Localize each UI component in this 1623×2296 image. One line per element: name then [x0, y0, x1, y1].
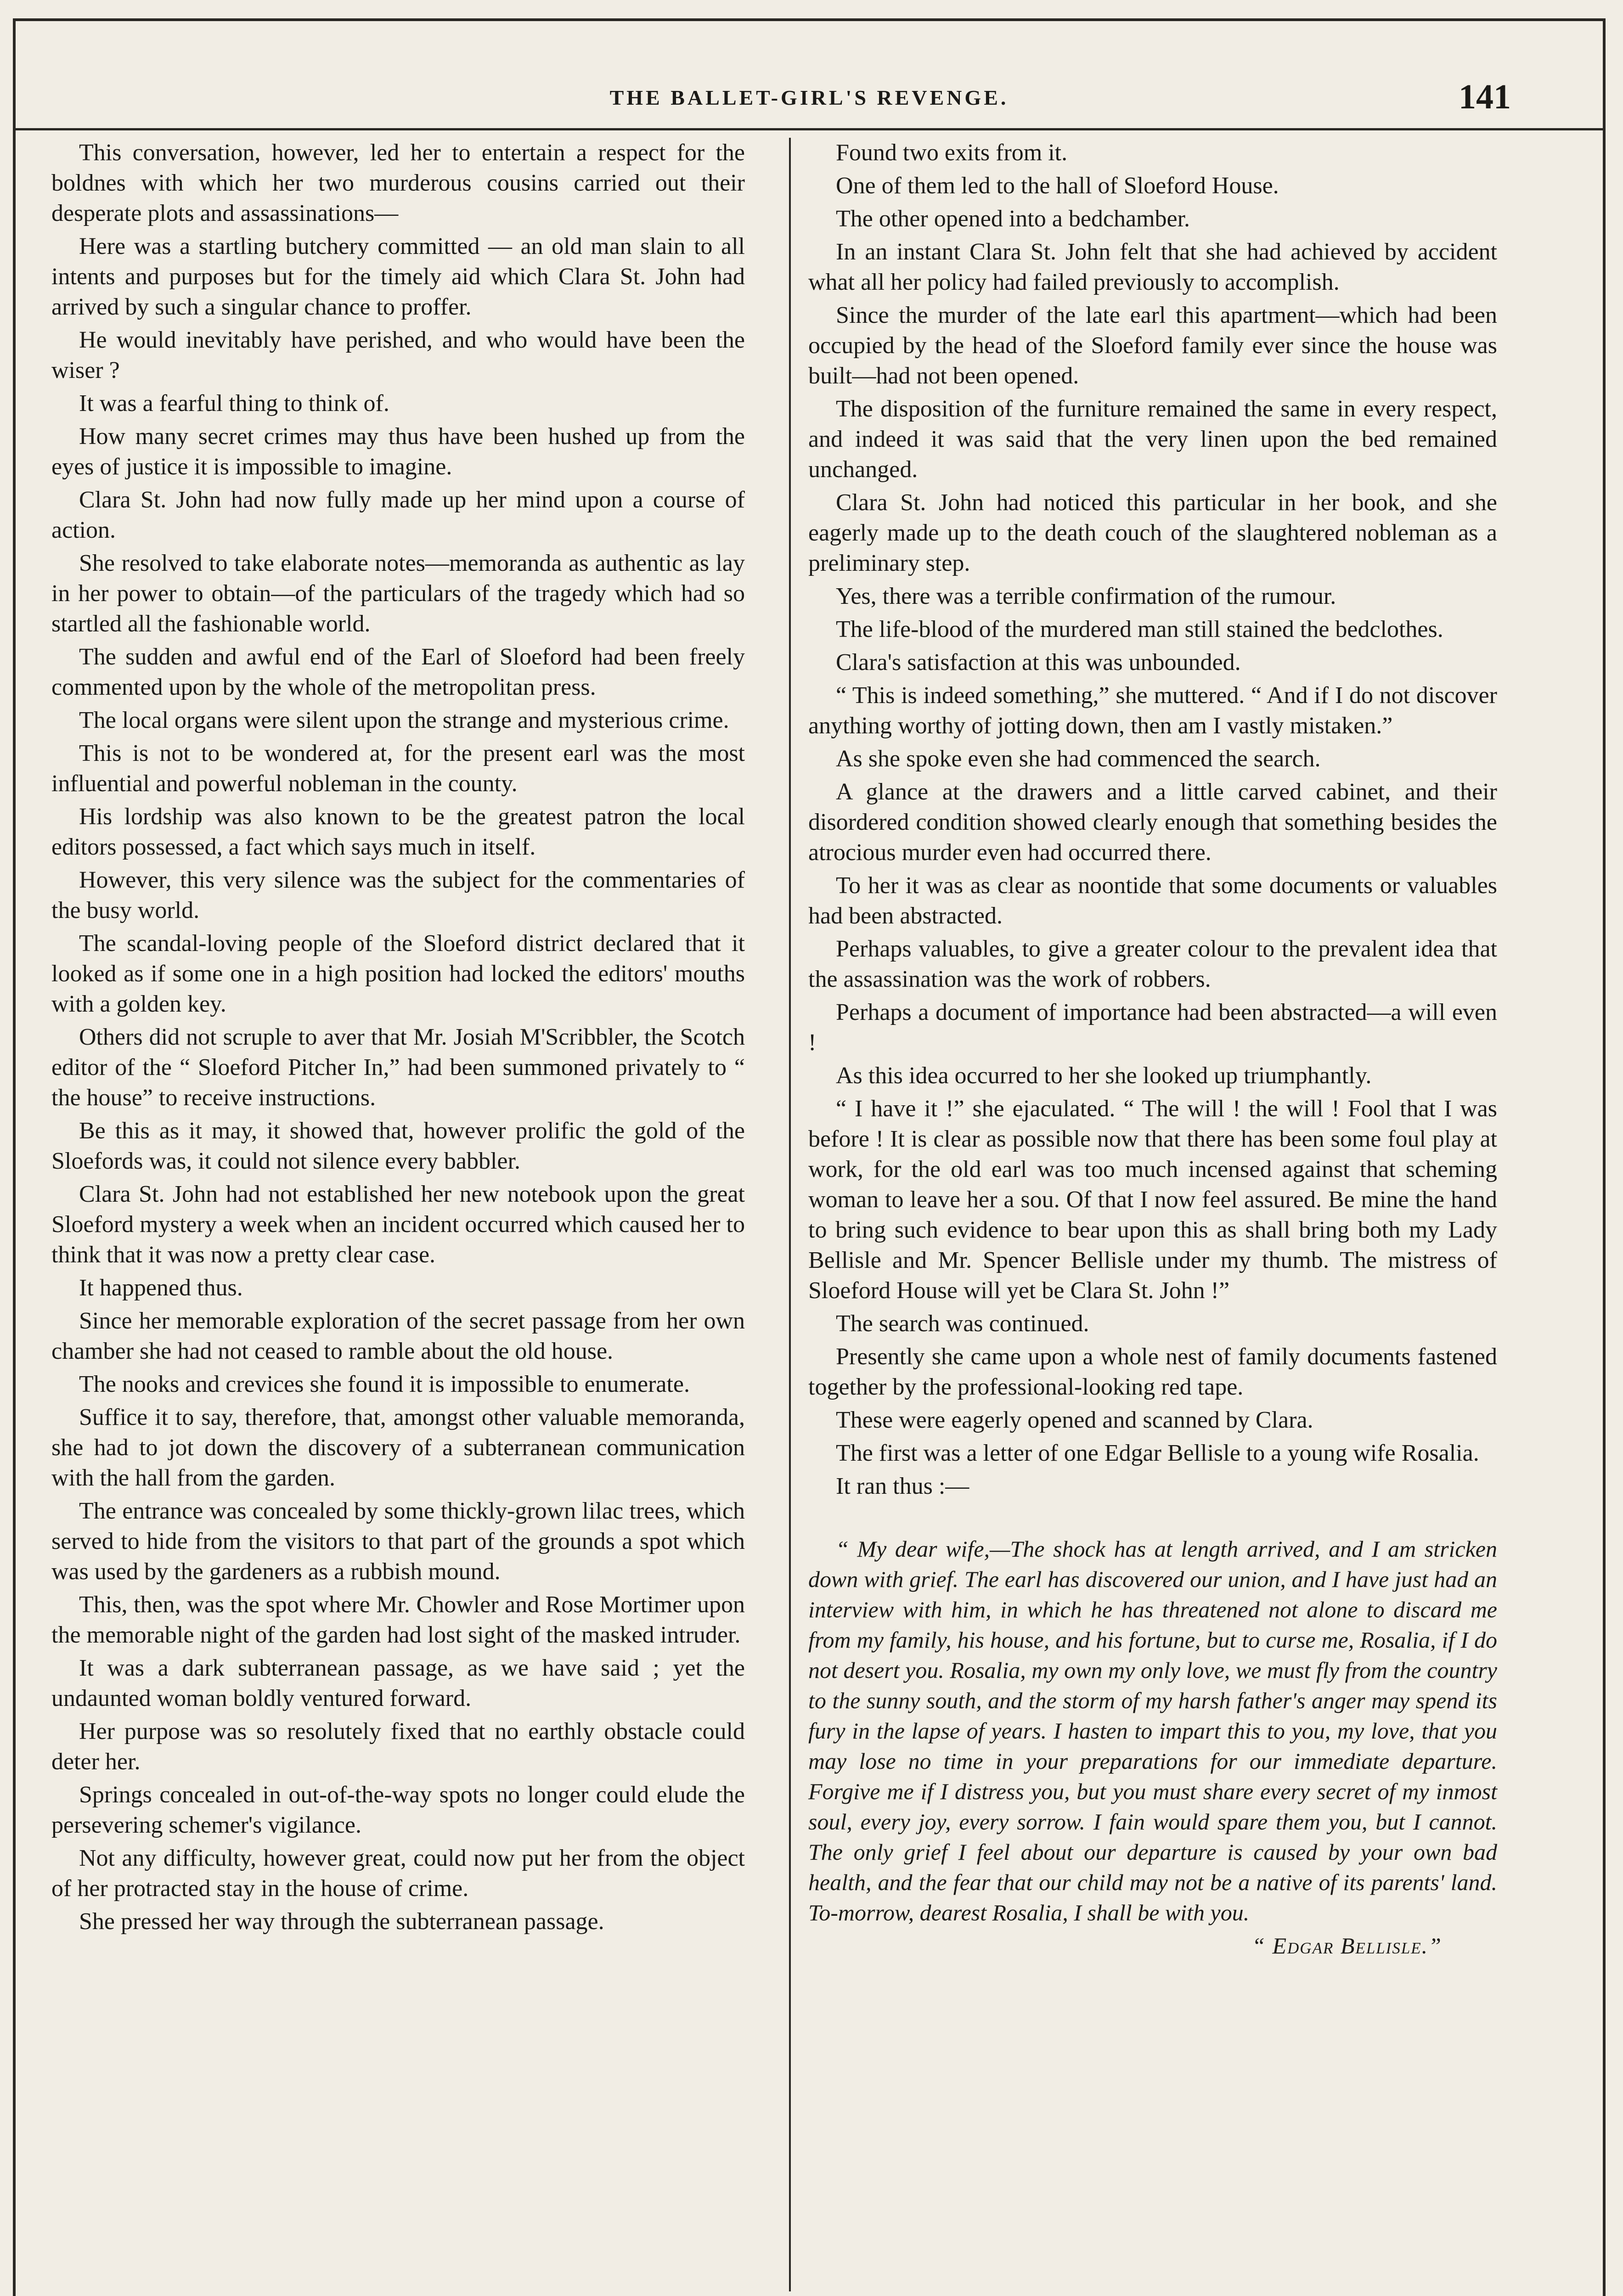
running-title: THE BALLET-GIRL'S REVENGE.: [609, 86, 1009, 109]
paragraph: In an instant Clara St. John felt that she had achieved by accident what all her policy had failed previously to accomplish.: [808, 239, 1497, 295]
letter-body: “ My dear wife,—The shock has at length arrived, and I am stricken down with grief. The earl has discovered our union, and I have just had an interview with him, in which he has threatened not alone to discard me from my family, his house, and his fortune, but to curse me, Rosalia, if I do not desert you. Rosalia, my own my only love, we must fly from the country to the sunny south, and the storm of my harsh father's anger may spend its fury in the lapse of years. I hasten to impart this to you, my love, that you may lose no time in your preparations for our immediate departure. Forgive me if I distress you, but you must share every secret of my inmost soul, every joy, every sorrow. I fain would spare them you, but I cannot. The only grief I feel about our departure is caused by your own bad health, and the fear that our child may not be a native of its parents' land. To-morrow, dearest Rosalia, I shall be with you.: [808, 1536, 1497, 1925]
paragraph: Be this as it may, it showed that, however prolific the gold of the Sloefords was, it could not silence every babbler.: [51, 1118, 745, 1174]
paragraph: Clara St. John had now fully made up her mind upon a course of action.: [51, 487, 745, 543]
paragraph: The sudden and awful end of the Earl of Sloeford had been freely commented upon by the whole of the metropolitan press.: [51, 644, 745, 700]
paragraph: “ I have it !” she ejaculated. “ The will ! the will ! Fool that I was before ! It is clear as possible now that there has been some foul play at work, for the old earl was too much incensed against that scheming woman to leave her a sou. Of that I now feel assured. Be mine the hand to bring such evidence to bear upon this as shall bring both my Lady Bellisle and Mr. Spencer Bellisle under my thumb. The mistress of Sloeford House will yet be Clara St. John !”: [808, 1096, 1497, 1304]
column-divider: [789, 138, 791, 2291]
paragraph: One of them led to the hall of Sloeford House.: [836, 173, 1279, 199]
paragraph: The first was a letter of one Edgar Bellisle to a young wife Rosalia.: [836, 1440, 1479, 1466]
paragraph: As this idea occurred to her she looked up triumphantly.: [836, 1063, 1372, 1089]
paragraph: Since her memorable exploration of the secret passage from her own chamber she had not ceased to ramble about the old house.: [51, 1308, 745, 1364]
paragraph: However, this very silence was the subject for the commentaries of the busy world.: [51, 867, 745, 923]
paragraph: Others did not scruple to aver that Mr. Josiah M'Scribbler, the Scotch editor of the “ Sloeford Pitcher In,” had been summoned privately to “ the house” to receive instructions.: [51, 1024, 745, 1111]
paragraph: Not any difficulty, however great, could now put her from the object of her protracted stay in the house of crime.: [51, 1845, 745, 1902]
paragraph: It was a dark subterranean passage, as we have said ; yet the undaunted woman boldly ventured forward.: [51, 1655, 745, 1711]
paragraph: Found two exits from it.: [836, 140, 1068, 166]
paragraph: She resolved to take elaborate notes—memoranda as authentic as lay in her power to obtain—of the particulars of the tragedy which had so startled all the fashionable world.: [51, 550, 745, 637]
paragraph: The local organs were silent upon the strange and mysterious crime.: [79, 707, 729, 733]
paragraph: It happened thus.: [79, 1275, 243, 1301]
paragraph: Yes, there was a terrible confirmation of the rumour.: [836, 583, 1336, 609]
right-column-paragraphs: [808, 138, 1497, 1502]
paragraph: Here was a startling butchery committed — an old man slain to all intents and purposes but for the timely aid which Clara St. John had arrived by such a singular chance to proffer.: [51, 233, 745, 320]
paragraph: Clara St. John had noticed this particular in her book, and she eagerly made up to the death couch of the slaughtered nobleman as a preliminary step.: [808, 490, 1497, 576]
paragraph: The scandal-loving people of the Sloeford district declared that it looked as if some one in a high position had locked the editors' mouths with a golden key.: [51, 930, 745, 1017]
paragraph: She pressed her way through the subterranean passage.: [79, 1908, 604, 1935]
left-column: [51, 138, 745, 1940]
letter-signature: “ Edgar Bellisle.”: [1252, 1933, 1442, 1958]
paragraph: The search was continued.: [836, 1311, 1089, 1337]
paragraph: How many secret crimes may thus have been hushed up from the eyes of justice it is impossible to imagine.: [51, 423, 745, 480]
paragraph: These were eagerly opened and scanned by Clara.: [836, 1407, 1313, 1433]
paragraph: Perhaps a document of importance had been abstracted—a will even !: [808, 999, 1497, 1056]
paragraph: A glance at the drawers and a little carved cabinet, and their disordered condition showed clearly enough that something besides the atrocious murder even had occurred there.: [808, 779, 1497, 866]
paragraph: “ This is indeed something,” she muttered. “ And if I do not discover anything worthy of jotting down, then am I vastly mistaken.”: [808, 682, 1497, 739]
paragraph: Suffice it to say, therefore, that, amongst other valuable memoranda, she had to jot down the discovery of a subterranean communication with the hall from the garden.: [51, 1404, 745, 1491]
right-column: [808, 138, 1497, 1961]
paragraph: The nooks and crevices she found it is impossible to enumerate.: [79, 1371, 690, 1397]
paragraph: Presently she came upon a whole nest of family documents fastened together by the professional-looking red tape.: [808, 1344, 1497, 1400]
paragraph: To her it was as clear as noontide that some documents or valuables had been abstracted.: [808, 872, 1497, 929]
paragraph: Her purpose was so resolutely fixed that no earthly obstacle could deter her.: [51, 1718, 745, 1775]
page-header: [16, 21, 1603, 130]
paragraph: The disposition of the furniture remained the same in every respect, and indeed it was said that the very linen upon the bed remained unchanged.: [808, 396, 1497, 483]
paragraph: As she spoke even she had commenced the search.: [836, 746, 1321, 772]
paragraph: The other opened into a bedchamber.: [836, 206, 1190, 232]
paragraph: Clara St. John had not established her new notebook upon the great Sloeford mystery a week when an incident occurred which caused her to think that it was now a pretty clear case.: [51, 1181, 745, 1268]
paragraph: It ran thus :—: [836, 1473, 969, 1499]
paragraph: Springs concealed in out-of-the-way spots no longer could elude the persevering schemer's vigilance.: [51, 1782, 745, 1838]
paragraph: This is not to be wondered at, for the present earl was the most influential and powerful nobleman in the county.: [51, 740, 745, 797]
paragraph: Since the murder of the late earl this apartment—which had been occupied by the head of the Sloeford family ever since the house was built—had not been opened.: [808, 302, 1497, 389]
paragraph: The life-blood of the murdered man still stained the bedclothes.: [836, 616, 1443, 642]
letter-block: [808, 1534, 1497, 1961]
paragraph: This conversation, however, led her to entertain a respect for the boldnes with which her two murderous cousins carried out their desperate plots and assassinations—: [51, 140, 745, 226]
page-number: 141: [1459, 78, 1511, 116]
paragraph: Clara's satisfaction at this was unbounded.: [836, 649, 1241, 675]
paragraph: Perhaps valuables, to give a greater colour to the prevalent idea that the assassination was the work of robbers.: [808, 936, 1497, 992]
paragraph: This, then, was the spot where Mr. Chowler and Rose Mortimer upon the memorable night of the garden had lost sight of the masked intruder.: [51, 1592, 745, 1648]
paragraph: It was a fearful thing to think of.: [79, 390, 389, 416]
paragraph: His lordship was also known to be the greatest patron the local editors possessed, a fact which says much in itself.: [51, 804, 745, 860]
paragraph: The entrance was concealed by some thickly-grown lilac trees, which served to hide from the visitors to that part of the grounds a spot which was used by the gardeners as a rubbish mound.: [51, 1498, 745, 1585]
paragraph: He would inevitably have perished, and who would have been the wiser ?: [51, 327, 745, 383]
